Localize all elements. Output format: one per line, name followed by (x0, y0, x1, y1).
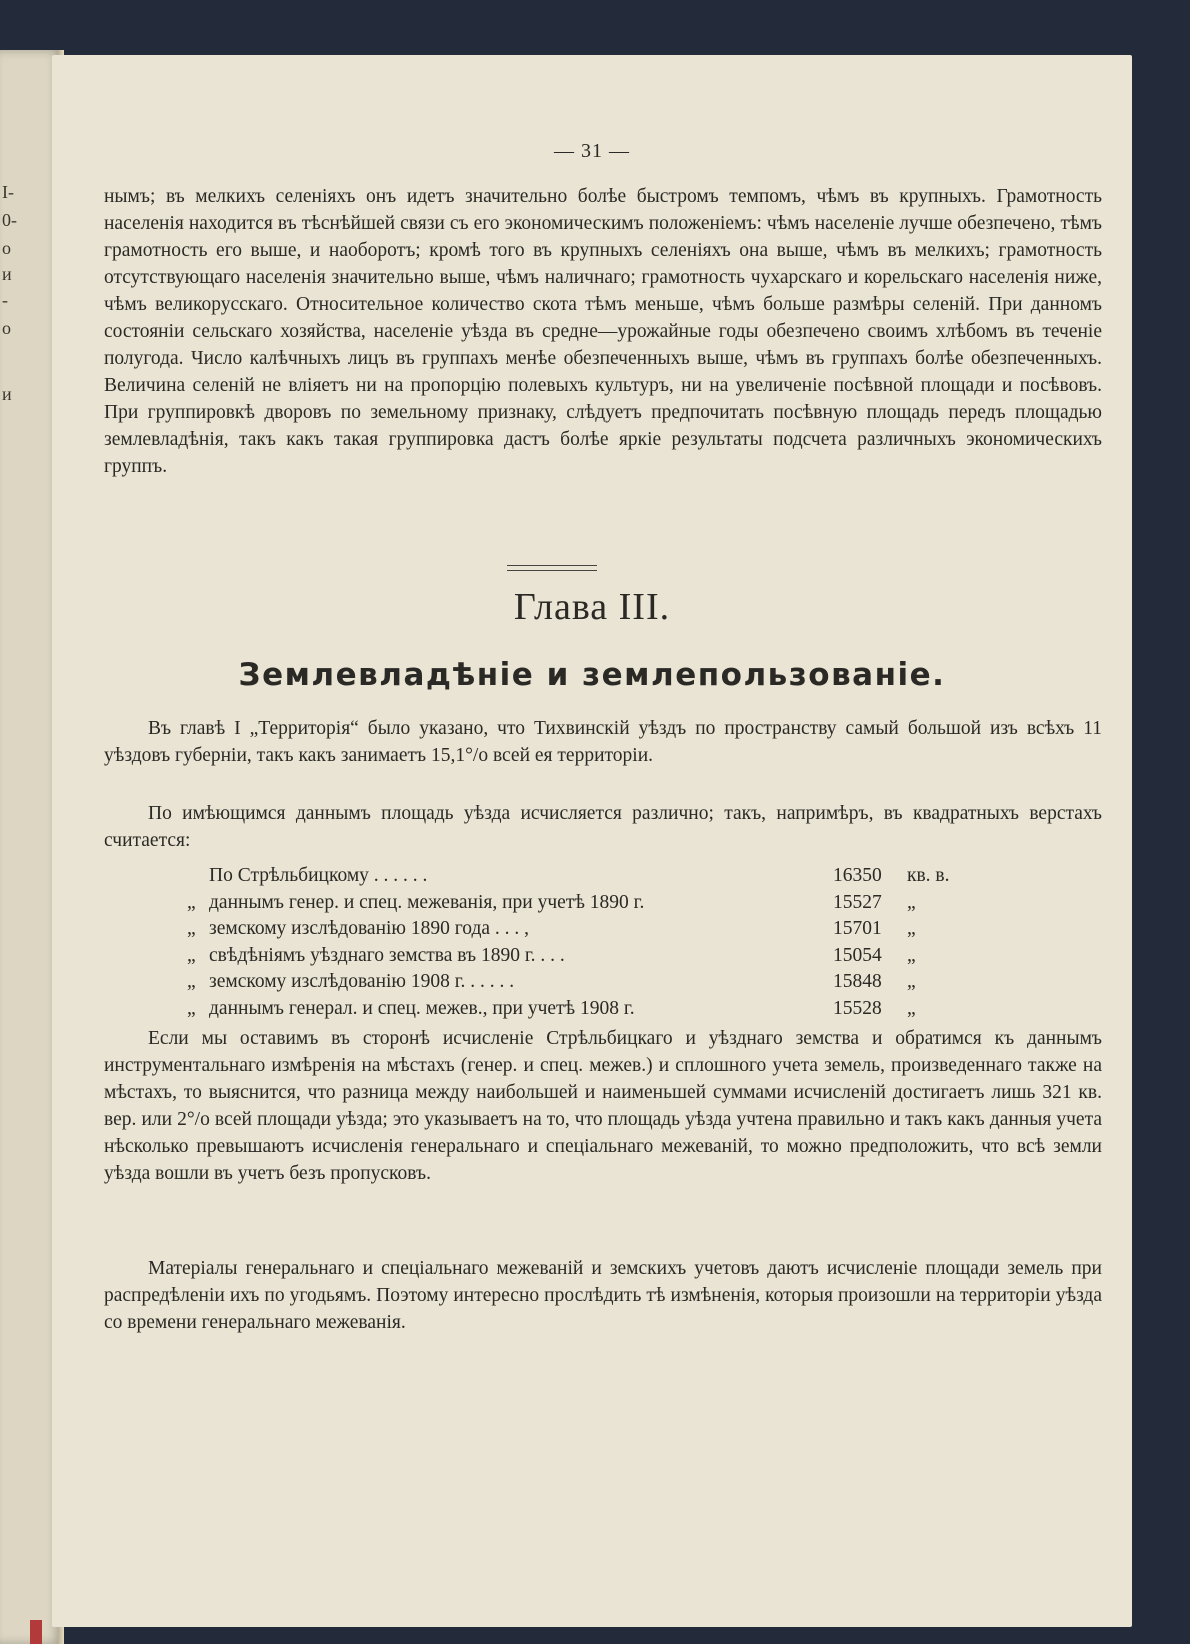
source-label: даннымъ генер. и спец. межеванія, при учетѣ 1890 г. (209, 891, 645, 913)
paragraph (104, 1025, 1102, 1187)
left-fragment: - (2, 290, 8, 310)
left-fragment: и (2, 264, 12, 284)
table-row (187, 969, 957, 996)
area-value: 15848 (833, 971, 882, 992)
page-number: — 31 — (554, 140, 630, 162)
area-value: 15701 (833, 918, 882, 939)
table-row (187, 890, 957, 917)
ditto-mark: „ (187, 918, 196, 939)
chapter-title: Землевладѣніе и землепользованіе. (238, 657, 946, 693)
left-fragment: о (2, 238, 11, 258)
ditto-mark: „ (187, 971, 196, 992)
left-fragment: и (2, 384, 12, 404)
chapter-heading: Глава III. (513, 586, 671, 628)
table-row (187, 863, 957, 890)
paragraph-text: нымъ; въ мелкихъ селеніяхъ онъ идетъ значительно болѣе быстромъ темпомъ, чѣмъ въ крупныхъ. Грамотность населенія находится въ тѣснѣйшей связи съ его экономическимъ положеніемъ: чѣмъ населеніе лучше обезпечено, тѣмъ грамотность его выше, и наоборотъ; кромѣ того въ крупныхъ селеніяхъ она выше, чѣмъ въ мелкихъ; грамотность отсутствующаго населенія значительно выше, чѣмъ наличнаго; грамотность чухарскаго и корельскаго населенія ниже, чѣмъ великорусскаго. Относительное количество скота тѣмъ меньше, чѣмъ больше размѣры селеній. При данномъ состояніи сельскаго хозяйства, населеніе уѣзда въ средне—урожайные годы обезпечено своимъ хлѣбомъ въ теченіе полугода. Число калѣчныхъ лицъ въ группахъ менѣе обезпеченныхъ выше, чѣмъ въ группахъ болѣе обезпеченныхъ. Величина селеній не вліяетъ ни на пропорцію полевыхъ культуръ, ни на увеличеніе посѣвной площади и посѣвовъ. При группировкѣ дворовъ по земельному признаку, слѣдуетъ предпочитать посѣвную площадь передъ площадью землевладѣнія, такъ какъ такая группировка дастъ болѣе яркіе результаты подсчета различныхъ экономическихъ группъ. (104, 186, 1102, 477)
ditto-mark: „ (187, 997, 196, 1019)
unit-label: „ (907, 997, 916, 1019)
paragraph-text: Если мы оставимъ въ сторонѣ исчисленіе Стрѣльбицкаго и уѣзднаго земства и обратимся къ даннымъ инструментальнаго измѣренія на мѣстахъ (генер. и спец. межев.) и сплошного учета земель, произведеннаго также на мѣстахъ, то выяснится, что разница между наибольшей и наименьшей суммами исчисленій достигаетъ лишь 321 кв. вер. или 2°/о всей площади уѣзда; это указываетъ на то, что площадь уѣзда учтена правильно и такъ какъ данныя учета нѣсколько превышаютъ исчисленія генеральнаго и спеціальнаго межеваній, то можно предположить, что всѣ земли уѣзда вошли въ учетъ безъ пропусковъ. (104, 1028, 1102, 1184)
paragraph-text: Матеріалы генеральнаго и спеціальнаго межеваній и земскихъ учетовъ даютъ исчисленіе площади земель при распредѣленіи ихъ по угодьямъ. Поэтому интересно прослѣдить тѣ измѣненія, которыя произошли на территоріи уѣзда со времени генеральнаго межеванія. (104, 1258, 1102, 1333)
ditto-mark: „ (187, 944, 196, 966)
unit-label: „ (907, 944, 916, 966)
source-label: По Стрѣльбицкому . . . . . . (209, 865, 428, 886)
source-label: даннымъ генерал. и спец. межев., при учетѣ 1908 г. (209, 997, 635, 1019)
unit-label: „ (907, 918, 916, 939)
book-page (52, 55, 1132, 1627)
ditto-mark (187, 863, 209, 890)
source-label: земскому изслѣдованію 1908 г. . . . . . (209, 971, 515, 992)
unit-label: „ (907, 971, 916, 992)
area-value: 15528 (833, 997, 882, 1019)
paragraph (104, 1255, 1102, 1336)
area-value: 15054 (833, 944, 882, 966)
paragraph (104, 715, 1102, 769)
paragraph-text: По имѣющимся даннымъ площадь уѣзда исчисляется различно; такъ, напримѣръ, въ квадратныхъ верстахъ считается: (104, 803, 1102, 851)
paragraph-continuation (104, 183, 1102, 480)
area-value: 16350 (833, 865, 882, 886)
left-fragment: I- (2, 182, 14, 202)
source-label: свѣдѣніямъ уѣзднаго земства въ 1890 г. . . . (209, 944, 565, 966)
unit-label: кв. в. (907, 865, 950, 886)
left-fragment: о (2, 318, 11, 338)
table-row (187, 916, 957, 943)
table-row (187, 996, 957, 1023)
bookmark-ribbon (30, 1620, 42, 1644)
paragraph-text: Въ главѣ I „Территорія“ было указано, что Тихвинскій уѣздъ по пространству самый большой изъ всѣхъ 11 уѣздовъ губерніи, такъ какъ занимаетъ 15,1°/о всей ея территоріи. (104, 718, 1102, 766)
area-value: 15527 (833, 891, 882, 913)
table-row (187, 943, 957, 970)
left-fragment: 0- (2, 210, 17, 230)
source-label: земскому изслѣдованію 1890 года . . . , (209, 918, 530, 939)
paragraph (104, 800, 1102, 854)
ditto-mark: „ (187, 891, 196, 913)
section-divider (507, 565, 597, 571)
area-table (187, 863, 957, 1022)
unit-label: „ (907, 891, 916, 913)
